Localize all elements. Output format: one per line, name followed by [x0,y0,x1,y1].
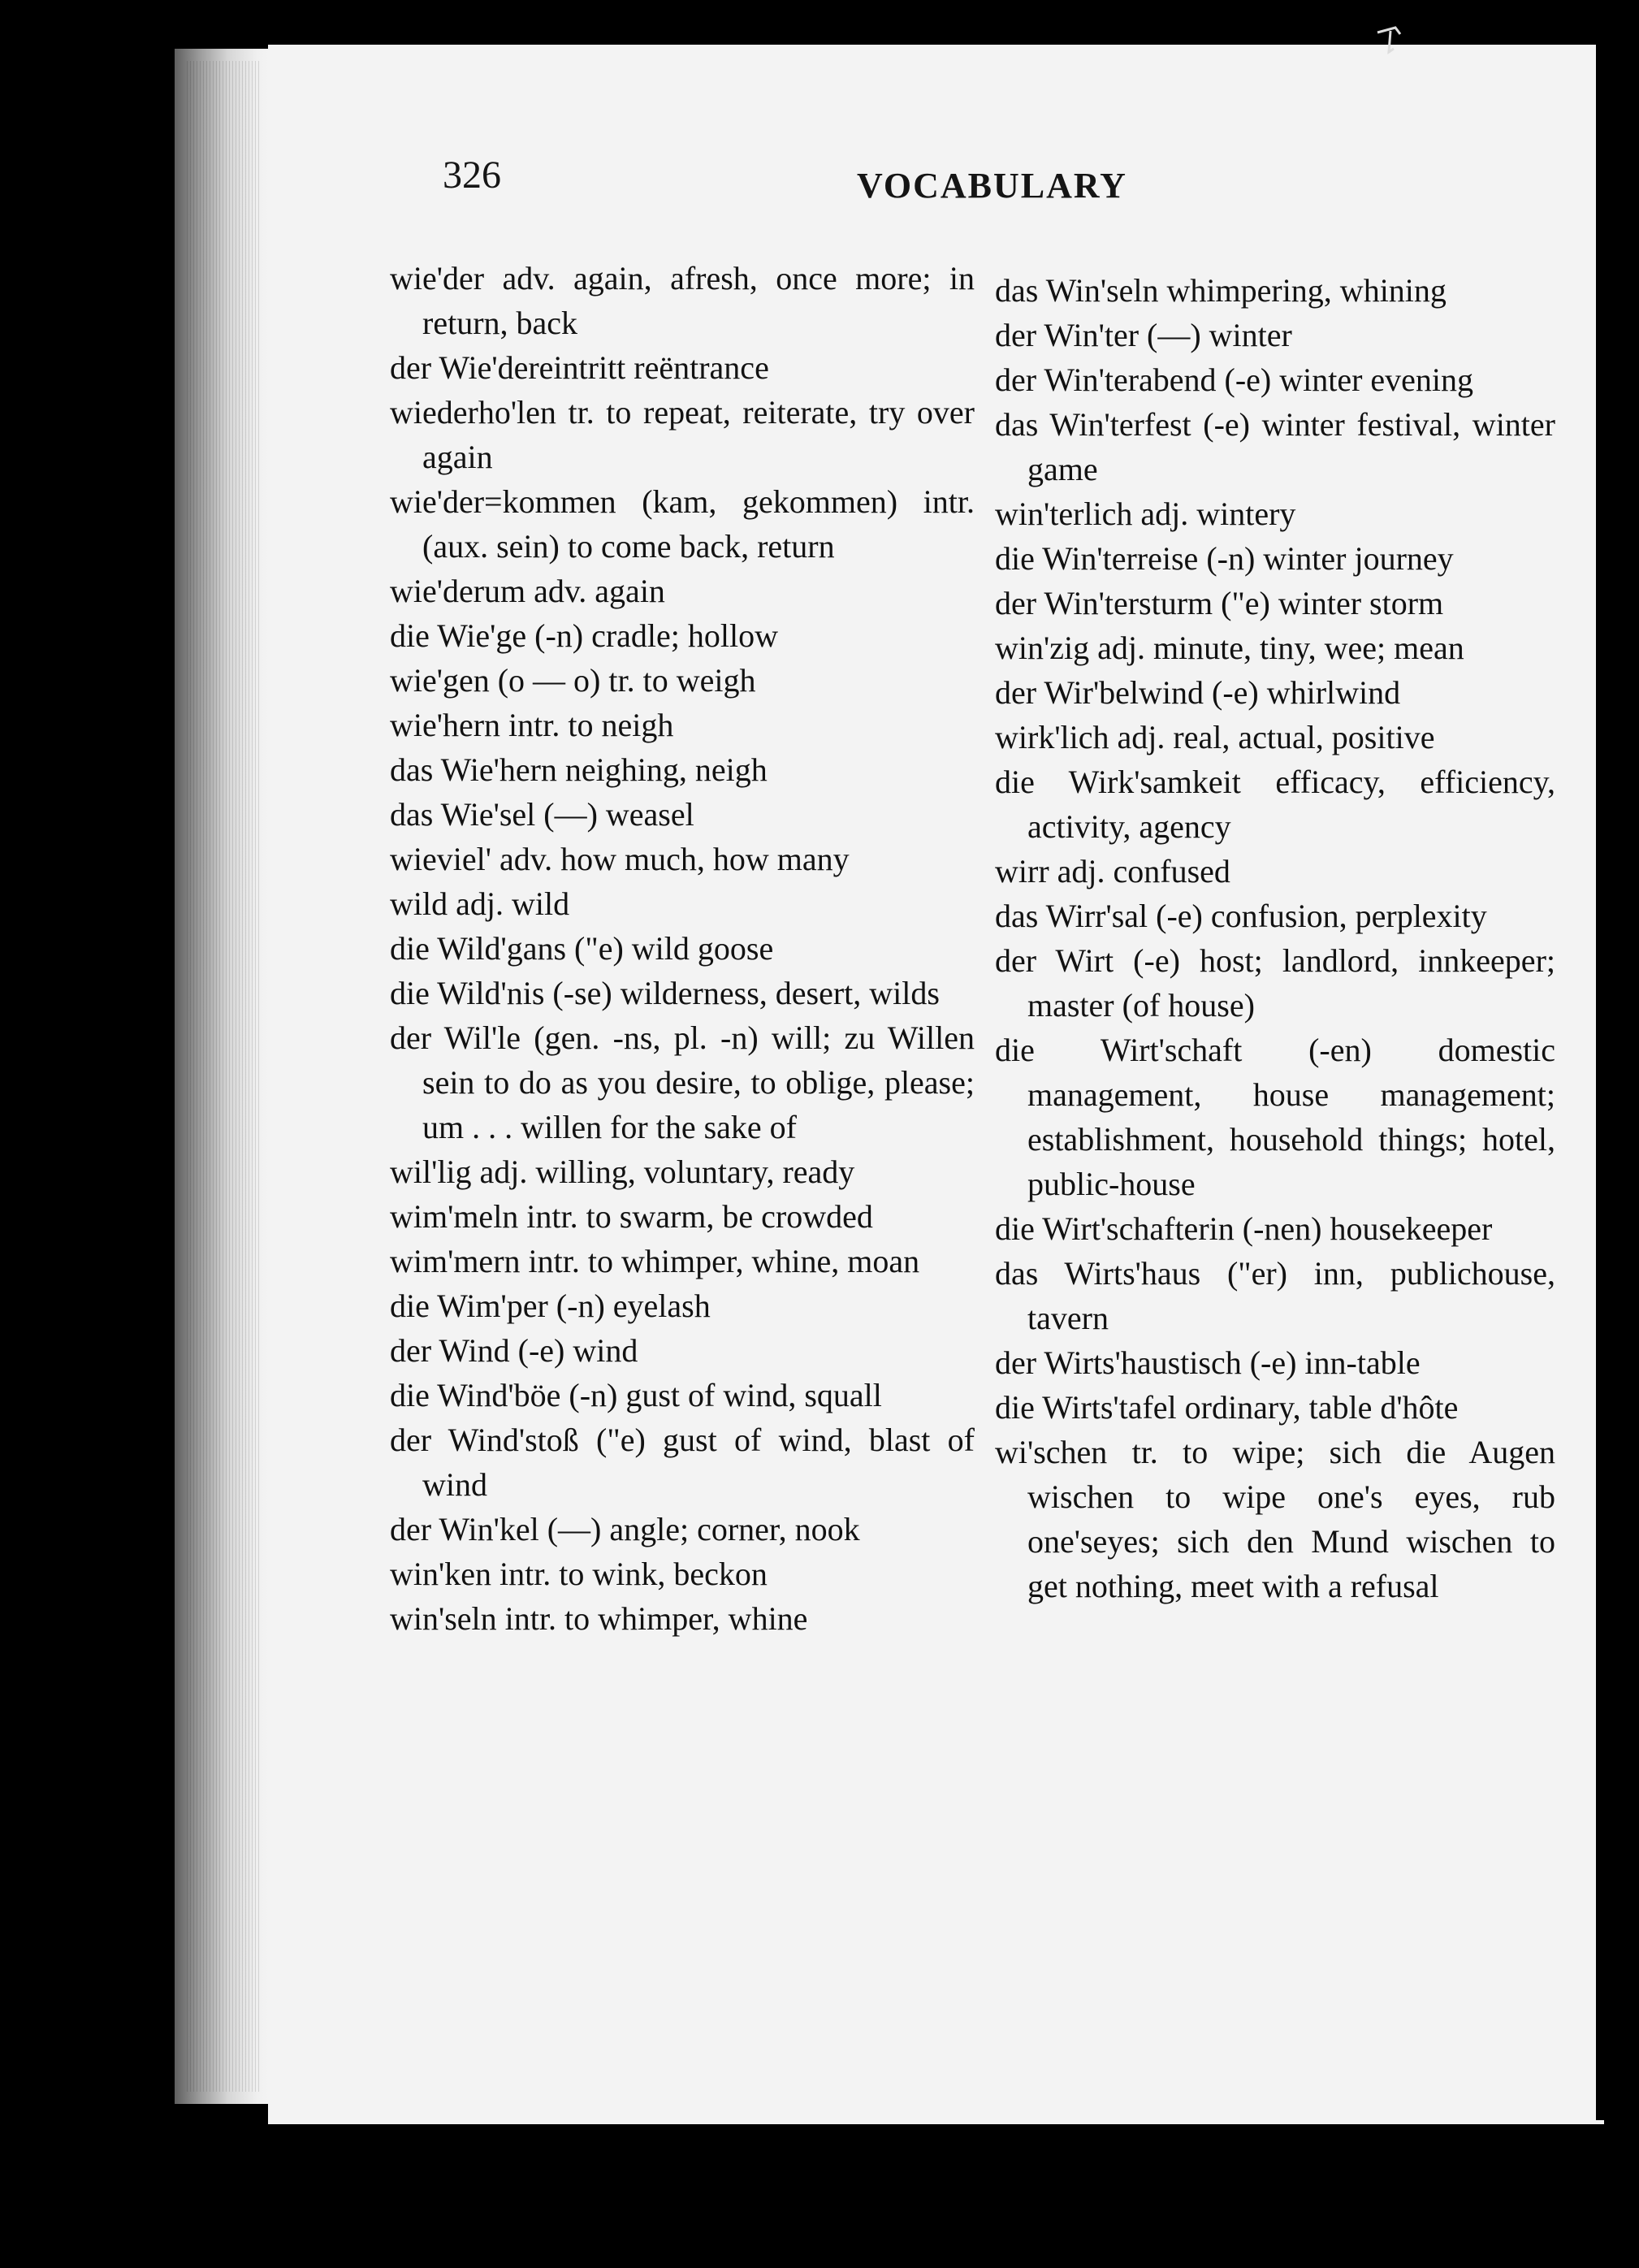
entry: die Win'terreise (-n) winter journey [995,540,1454,577]
entry: das Wirr'sal (-e) confusion, perplexity [995,898,1487,934]
entry: die Wirk'samkeit efficacy, efficiency, activity, agency [995,764,1555,845]
entry: das Wie'sel (—) weasel [390,796,694,833]
binding-shadow [1596,24,1620,2120]
entry: das Wie'hern neighing, neigh [390,751,768,788]
entry: der Wirts'haustisch (-e) inn-table [995,1344,1421,1381]
entry: der Wirt (-e) host; landlord, innkeeper; master (of house) [995,942,1555,1024]
entry: der Wie'dereintritt reëntrance [390,349,769,386]
entry: wim'mern intr. to whimper, whine, moan [390,1243,920,1279]
entry: wild adj. wild [390,885,570,922]
entry: die Wirt'schaft (-en) domestic management, house management; establishment, household things; hotel, public-house [995,1032,1555,1202]
entry: die Wind'böe (-n) gust of wind, squall [390,1377,882,1413]
entry: der Win'terabend (-e) winter evening [995,361,1474,398]
entry: wiederho'len tr. to repeat, reiterate, try over again [390,394,975,475]
vocabulary-column-right [995,268,1555,1608]
entry: die Wirts'tafel ordinary, table d'hôte [995,1389,1459,1426]
entry: das Win'terfest (-e) winter festival, winter game [995,406,1555,487]
entry: wie'hern intr. to neigh [390,707,674,743]
entry: der Win'tersturm ("e) winter storm [995,585,1444,621]
entry: die Wild'nis (-se) wilderness, desert, wilds [390,975,940,1011]
entry: wirr adj. confused [995,853,1230,889]
entry: die Wie'ge (-n) cradle; hollow [390,617,779,654]
page-stack-lines [187,61,260,2092]
entry: wie'gen (o — o) tr. to weigh [390,662,756,699]
entry: wieviel' adv. how much, how many [390,841,850,877]
entry: wil'lig adj. willing, voluntary, ready [390,1153,855,1190]
entry: der Wil'le (gen. -ns, pl. -n) will; zu Willen sein to do as you desire, to oblige, please; um . . . willen for the sake of [390,1019,975,1145]
entry: win'ken intr. to wink, beckon [390,1556,768,1592]
entry: win'terlich adj. wintery [995,496,1296,532]
entry: der Wind'stoß ("e) gust of wind, blast of wind [390,1422,975,1503]
entry: die Wim'per (-n) eyelash [390,1288,711,1324]
page-number: 326 [443,154,501,197]
entry: die Wirt'schafterin (-nen) housekeeper [995,1210,1493,1247]
entry: die Wild'gans ("e) wild goose [390,930,774,967]
entry: das Wirts'haus ("er) inn, publichouse, tavern [995,1255,1555,1336]
entry: win'seln intr. to whimper, whine [390,1600,808,1637]
scan-mark-icon [1373,24,1421,73]
entry: wie'derum adv. again [390,573,665,609]
entry: wi'schen tr. to wipe; sich die Augen wischen to wipe one's eyes, rub one'seyes; sich den Mund wischen to get nothing, meet with a refusal [995,1434,1555,1604]
entry: der Win'ter (—) winter [995,317,1292,353]
vocabulary-column-left [390,256,975,1641]
entry: das Win'seln whimpering, whining [995,272,1447,309]
running-head: VOCABULARY [857,166,1127,206]
entry: der Win'kel (—) angle; corner, nook [390,1511,860,1547]
entry: wirk'lich adj. real, actual, positive [995,719,1435,755]
entry: wie'der adv. again, afresh, once more; in return, back [390,260,975,341]
entry: der Wir'belwind (-e) whirlwind [995,674,1401,711]
entry: der Wind (-e) wind [390,1332,638,1369]
entry: wie'der=kommen (kam, gekommen) intr. (aux. sein) to come back, return [390,483,975,565]
entry: wim'meln intr. to swarm, be crowded [390,1198,873,1235]
entry: win'zig adj. minute, tiny, wee; mean [995,630,1464,666]
